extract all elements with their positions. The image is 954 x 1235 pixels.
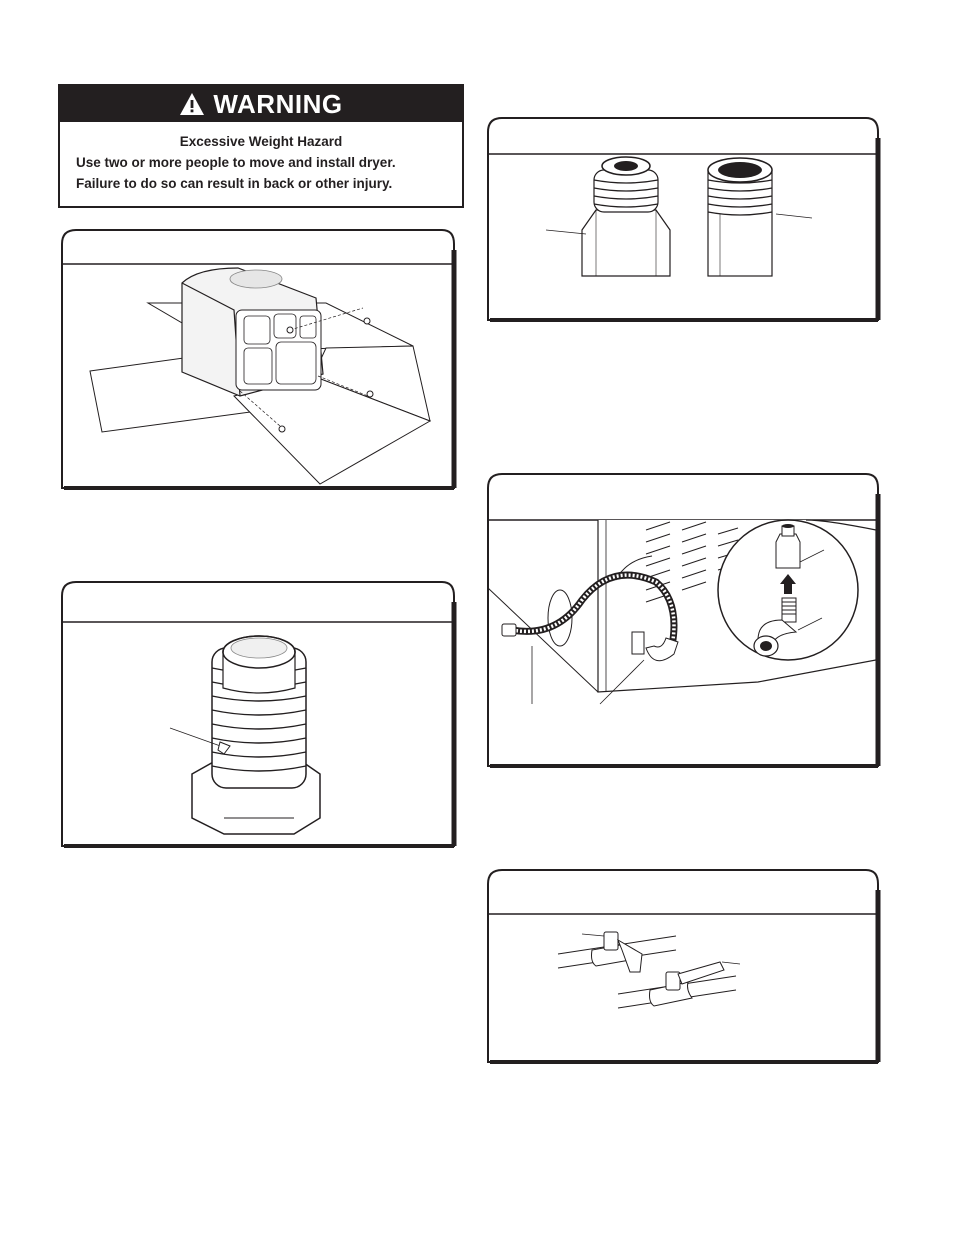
figure-gas-connection <box>486 470 884 770</box>
warning-title: WARNING <box>213 88 343 119</box>
warning-box <box>58 84 464 208</box>
warning-line-2: Failure to do so can result in back or other injury. <box>76 176 393 191</box>
warning-line-1: Use two or more people to move and install dryer. <box>76 155 396 170</box>
warning-triangle-icon <box>179 92 205 116</box>
figure-pipe-threads <box>486 114 884 324</box>
figure-leveling-leg <box>58 578 460 852</box>
figure-shutoff-valves <box>486 866 884 1066</box>
figure-dryer-on-cardboard <box>58 226 460 492</box>
warning-hazard: Excessive Weight Hazard <box>179 134 343 149</box>
warning-header <box>60 86 462 122</box>
